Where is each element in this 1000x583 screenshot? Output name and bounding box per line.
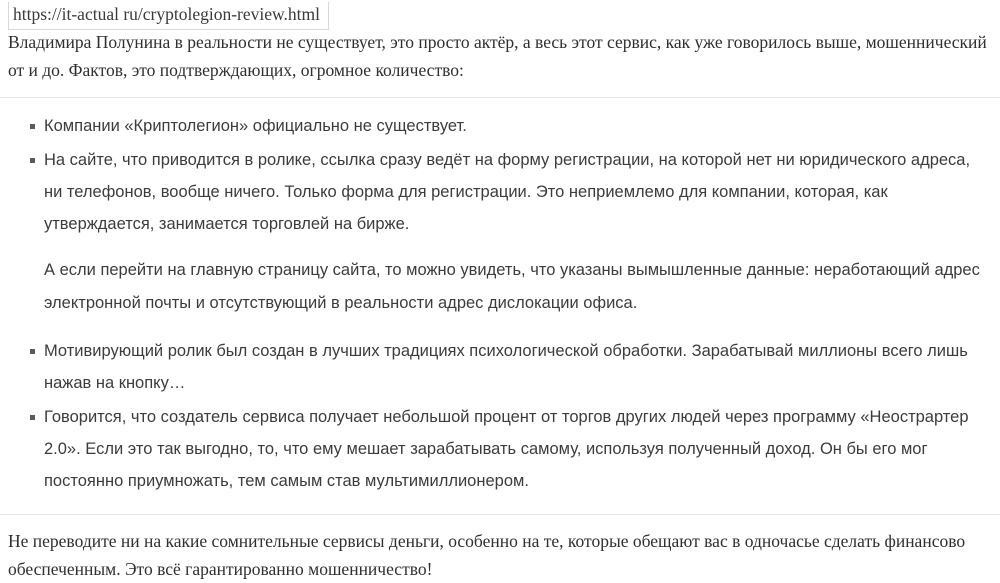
evidence-list [8, 110, 992, 241]
intro-paragraph: Владимира Полунина в реальности не существует, это просто актёр, а весь этот сервис, как уже говорилось выше, мошеннический от и до. Фактов, это подтверждающих, огромное количество: [8, 32, 987, 81]
url-badge: https://it-actual ru/cryptolegion-review.html [8, 2, 329, 30]
outro-paragraph: Не переводите ни на какие сомнительные сервисы деньги, особенно на те, которые обещают вас в одночасье сделать финансово обеспеченным. Это всё гарантированно мошенничество! [8, 530, 966, 579]
list-item: Говорится, что создатель сервиса получает небольшой процент от торгов других людей через программу «Неострартер 2.0». Если это так выгодно, то, что ему мешает зарабатывать самому, используя полученный доход. Он бы его мог постоянно приумножать, тем самым став мультимиллионером. [8, 401, 992, 498]
evidence-block [0, 97, 1000, 515]
inline-note: А если перейти на главную страницу сайта, то можно увидеть, что указаны вымышленные данные: неработающий адрес электронной почты и отсутствующий в реальности адрес дислокации офиса. [44, 261, 980, 312]
outro-section [0, 515, 1000, 583]
list-item: Мотивирующий ролик был создан в лучших традициях психологической обработки. Зарабатывай миллионы всего лишь нажав на кнопку… [8, 335, 992, 399]
list-item: На сайте, что приводится в ролике, ссылка сразу ведёт на форму регистрации, на которой нет ни юридического адреса, ни телефонов, вообще ничего. Только форма для регистрации. Это неприемлемо для компании, которая, как утверждается, занимается торговлей на бирже. [8, 144, 992, 241]
list-item: Компании «Криптолегион» официально не существует. [8, 110, 992, 142]
evidence-list-continued [8, 335, 992, 498]
